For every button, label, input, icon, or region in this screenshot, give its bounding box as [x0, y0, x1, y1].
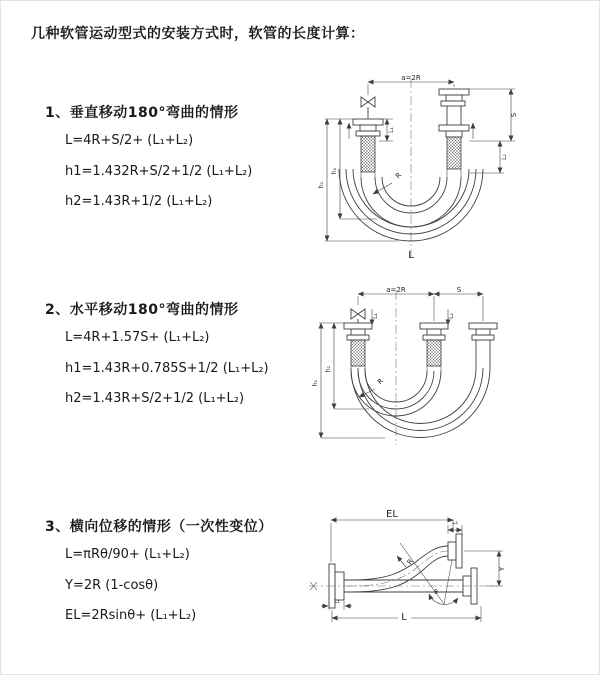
svg-text:R: R — [405, 557, 416, 567]
valve-icon — [361, 97, 375, 119]
formula-line: Y=2R (1-cosθ) — [65, 577, 159, 593]
svg-text:L₂: L₂ — [452, 519, 458, 526]
dim-s — [469, 89, 518, 141]
svg-text:L: L — [401, 612, 407, 623]
formula-line: h2=1.43R+S/2+1/2 (L₁+L₂) — [65, 391, 245, 406]
radius-callout — [359, 377, 385, 397]
left-riser-fitting — [344, 323, 372, 371]
svg-text:h₂: h₂ — [325, 365, 332, 373]
svg-text:Y: Y — [498, 566, 506, 572]
svg-text:L₁: L₁ — [388, 127, 395, 133]
formula-line: L=4R+1.57S+ (L₁+L₂) — [65, 330, 210, 345]
right-riser-fitting — [439, 89, 473, 177]
svg-text:S: S — [456, 286, 462, 294]
svg-text:R: R — [376, 377, 386, 387]
dim-l-label: L — [408, 250, 414, 261]
middle-riser-fitting — [420, 323, 448, 371]
dim-s — [434, 286, 483, 294]
dim-l — [332, 606, 481, 623]
svg-text:R: R — [394, 171, 404, 181]
section-2 — [45, 299, 269, 415]
section-3 — [45, 516, 273, 632]
valve-icon — [351, 309, 365, 323]
svg-text:a=2R: a=2R — [401, 74, 421, 82]
diagram-lateral-displacement — [301, 506, 600, 654]
svg-text:h₁: h₁ — [318, 181, 325, 189]
svg-text:L₂: L₂ — [448, 313, 455, 319]
section-3-heading: 3、横向位移的情形（一次性变位） — [45, 519, 273, 535]
svg-text:h₂: h₂ — [331, 167, 338, 175]
dim-l2 — [448, 309, 455, 325]
page-title: 几种软管运动型式的安装方式时，软管的长度计算： — [31, 26, 365, 42]
displaced-s-curve-hose — [347, 534, 462, 592]
svg-text:L₁: L₁ — [334, 598, 340, 605]
dim-el — [331, 509, 453, 562]
svg-text:EL: EL — [386, 509, 398, 520]
u-bend-hose-positions — [351, 368, 490, 438]
dim-l1 — [321, 598, 352, 610]
section-1-heading: 1、垂直移动180°弯曲的情形 — [45, 105, 239, 121]
svg-text:L₁: L₁ — [372, 313, 379, 319]
dim-l1 — [379, 119, 395, 141]
diagram-horizontal-180-bend — [309, 283, 600, 455]
moved-riser-fitting — [469, 323, 497, 368]
dim-l2 — [469, 141, 508, 173]
formula-line: L=πRθ/90+ (L₁+L₂) — [65, 547, 190, 562]
svg-text:h₁: h₁ — [312, 379, 319, 387]
formula-line: L=4R+S/2+ (L₁+L₂) — [65, 133, 194, 148]
svg-text:a=2R: a=2R — [386, 286, 406, 294]
left-riser-fitting — [349, 119, 383, 177]
radius-callout — [397, 556, 415, 567]
section-2-heading: 2、水平移动180°弯曲的情形 — [45, 302, 239, 318]
dim-y — [464, 551, 506, 586]
dim-l1 — [372, 309, 379, 325]
diagram-vertical-180-bend — [313, 73, 599, 265]
svg-text:S: S — [510, 112, 518, 118]
formula-line: h1=1.43R+0.785S+1/2 (L₁+L₂) — [65, 360, 269, 376]
formula-line: h1=1.432R+S/2+1/2 (L₁+L₂) — [65, 163, 253, 179]
formula-line: h2=1.43R+1/2 (L₁+L₂) — [65, 194, 213, 209]
svg-text:θ: θ — [434, 589, 438, 596]
svg-text:L₂: L₂ — [501, 154, 508, 160]
formula-line: EL=2Rsinθ+ (L₁+L₂) — [65, 608, 197, 623]
section-1 — [45, 102, 252, 218]
dim-l2 — [448, 519, 462, 534]
